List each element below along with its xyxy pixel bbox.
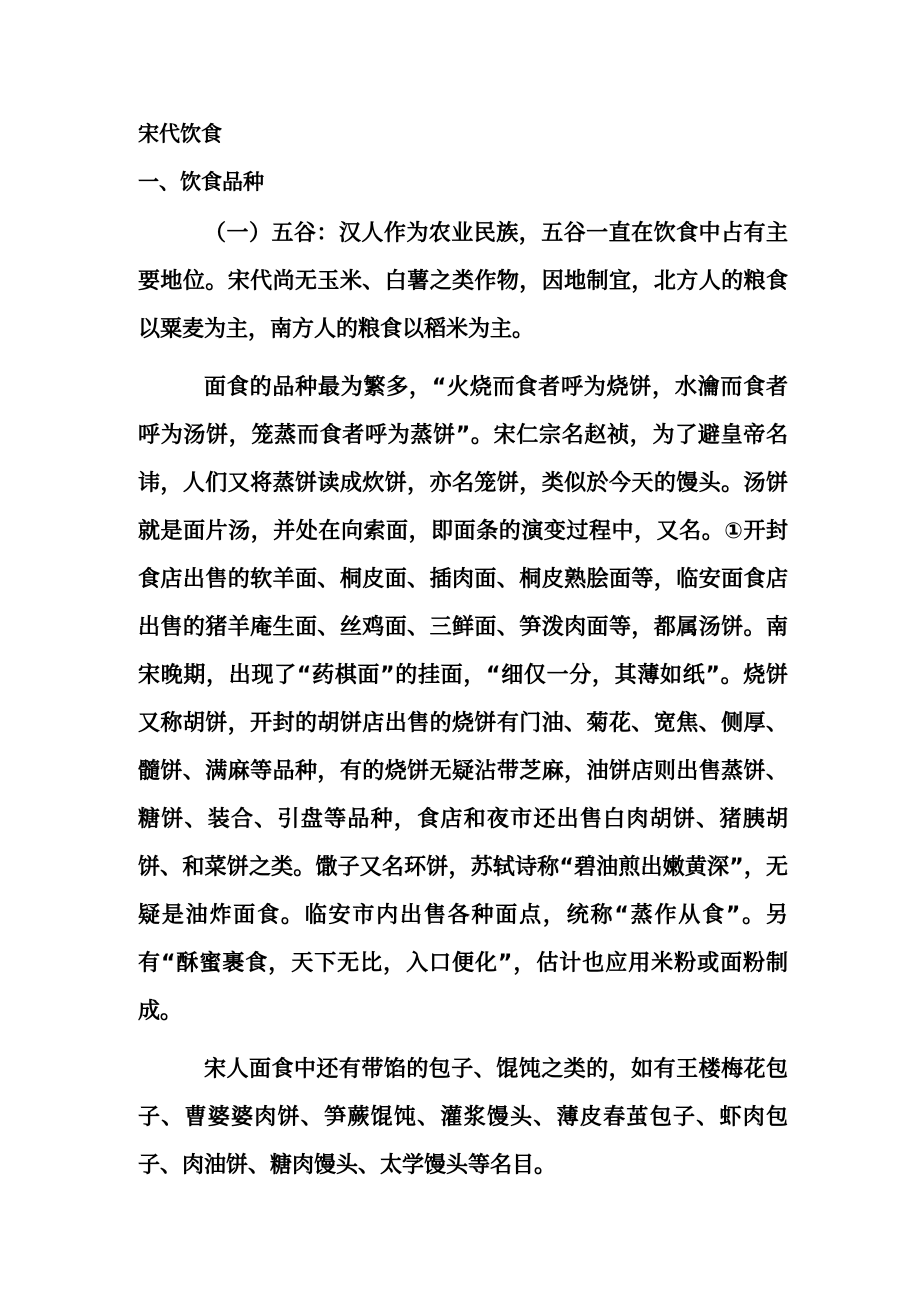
document-title: 宋代饮食 <box>138 122 222 146</box>
paragraph-noodles-cakes: 面食的品种最为繁多，“火烧而食者呼为烧饼，水瀹而食者呼为汤饼，笼蒸而食者呼为蒸饼”。宋仁宗名赵祯，为了避皇帝名讳，人们又将蒸饼读成炊饼，亦名笼饼，类似於今天的馒头。汤饼就是面片汤，并处在向索面，即面条的演变过程中，又名。①开封食店出售的软羊面、桐皮面、插肉面、桐皮熟脍面等，临安面食店出售的猪羊庵生面、丝鸡面、三鲜面、笋泼肉面等，都属汤饼。南宋晚期，出现了“药棋面”的挂面，“细仅一分，其薄如纸”。烧饼又称胡饼，开封的胡饼店出售的烧饼有门油、菊花、宽焦、侧厚、髓饼、满麻等品种，有的烧饼无疑沾带芝麻，油饼店则出售蒸饼、糖饼、装合、引盘等品种，食店和夜市还出售白肉胡饼、猪胰胡饼、和菜饼之类。馓子又名环饼，苏轼诗称“碧油煎出嫩黄深”，无疑是油炸面食。临安市内出售各种面点，统称“蒸作从食”。另有“酥蜜裹食，天下无比，入口便化”，估计也应用米粉或面粉制成。 <box>138 375 788 1024</box>
document-body <box>138 118 788 1200</box>
paragraph-stuffed-foods: 宋人面食中还有带馅的包子、馄饨之类的，如有王楼梅花包子、曹婆婆肉饼、笋蕨馄饨、灌浆馒头、薄皮春茧包子、虾肉包子、肉油饼、糖肉馒头、太学馒头等名目。 <box>138 1057 788 1178</box>
paragraph-grains: （一）五谷：汉人作为农业民族，五谷一直在饮食中占有主要地位。宋代尚无玉米、白薯之类作物，因地制宜，北方人的粮食以粟麦为主，南方人的粮食以稻米为主。 <box>138 221 788 342</box>
section-heading: 一、饮食品种 <box>138 170 264 194</box>
